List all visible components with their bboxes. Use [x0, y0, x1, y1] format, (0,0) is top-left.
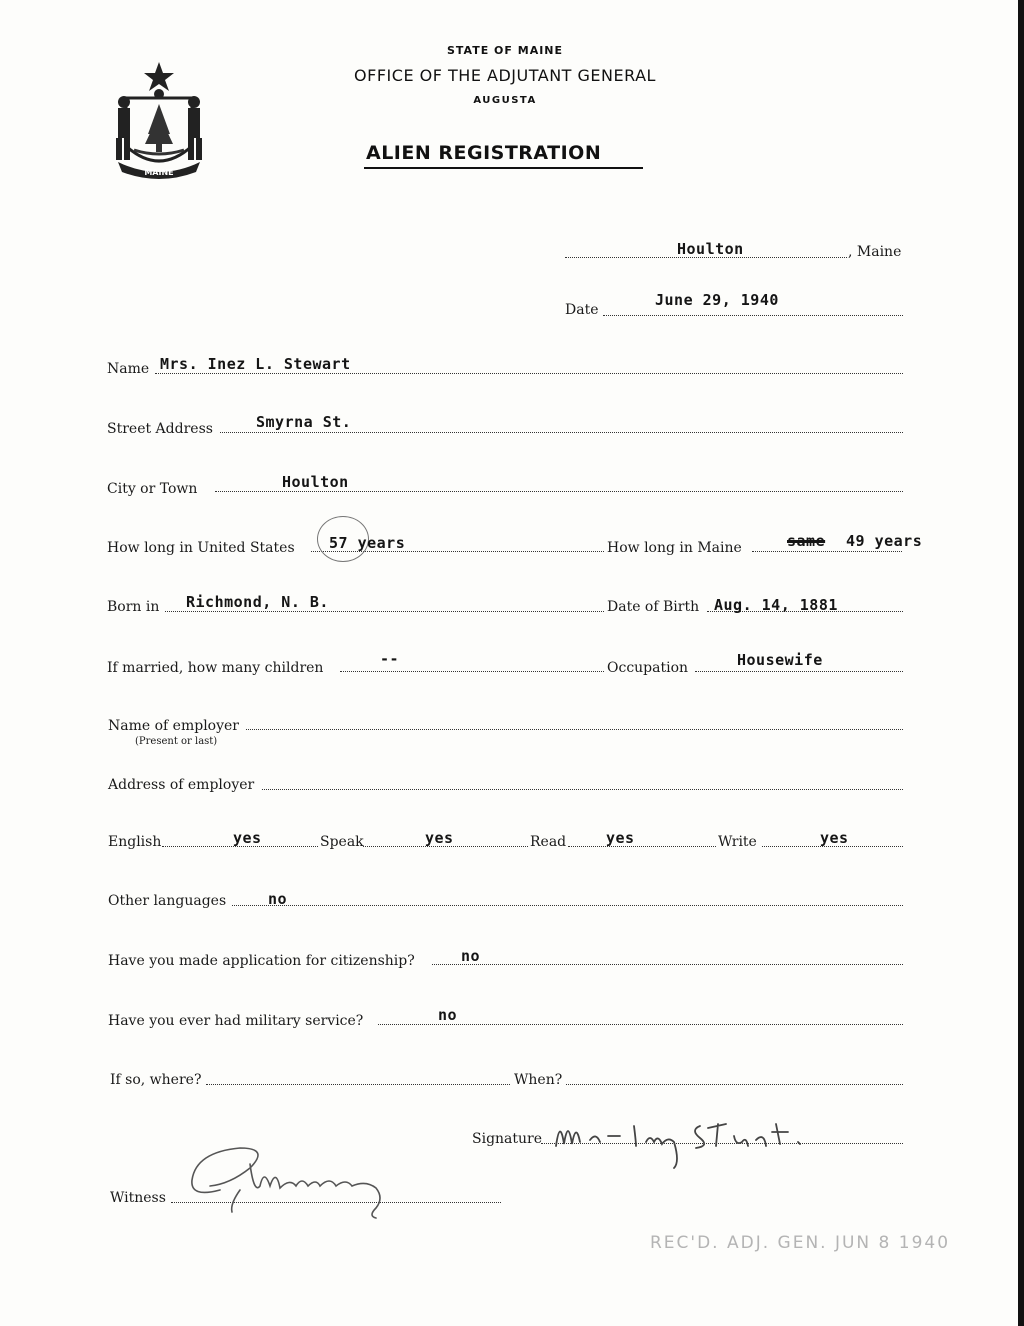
street-line [220, 432, 903, 433]
place-value: Houlton [677, 240, 744, 258]
header-city: AUGUSTA [473, 95, 537, 106]
svg-text:MAINE: MAINE [144, 168, 174, 177]
english-label: English [108, 834, 162, 850]
date-value: June 29, 1940 [655, 291, 779, 309]
children-value: -- [380, 650, 400, 668]
born-label: Born in [107, 599, 160, 615]
speak-label: Speak [320, 834, 364, 850]
citizenship-line [432, 964, 903, 965]
born-value: Richmond, N. B. [186, 593, 329, 611]
title-underline [364, 167, 643, 169]
maine-years-value: 49 years [846, 532, 923, 550]
when-label: When? [514, 1072, 563, 1088]
signature-handwriting [550, 1106, 840, 1172]
occupation-label: Occupation [607, 660, 689, 676]
employer-address-label: Address of employer [108, 777, 255, 793]
witness-signature-handwriting [180, 1138, 400, 1222]
name-line [155, 373, 903, 374]
maine-years-struck: same [787, 532, 826, 550]
signature-label: Signature [472, 1131, 543, 1147]
employer-label: Name of employer [108, 718, 239, 734]
read-line [568, 846, 716, 847]
citizenship-label: Have you made application for citizenship? [108, 953, 415, 969]
us-years-value: 57 years [329, 534, 406, 552]
write-value: yes [820, 829, 849, 847]
military-label: Have you ever had military service? [108, 1013, 364, 1029]
employer-sublabel: (Present or last) [135, 736, 218, 747]
city-value: Houlton [282, 473, 349, 491]
street-value: Smyrna St. [256, 413, 352, 431]
read-label: Read [530, 834, 567, 850]
where-label: If so, where? [110, 1072, 202, 1088]
header-state: STATE OF MAINE [446, 44, 564, 57]
form-title: ALIEN REGISTRATION [366, 142, 602, 164]
military-value: no [438, 1006, 458, 1024]
military-line [378, 1024, 903, 1025]
employer-line [246, 729, 903, 730]
header-office: OFFICE OF THE ADJUTANT GENERAL [354, 66, 656, 85]
occupation-value: Housewife [737, 651, 823, 669]
born-line [165, 611, 604, 612]
other-languages-label: Other languages [108, 893, 227, 909]
citizenship-value: no [461, 947, 481, 965]
other-languages-line [232, 905, 903, 906]
place-suffix: , Maine [848, 244, 902, 260]
maine-years-line [752, 551, 902, 552]
when-line [566, 1084, 903, 1085]
name-value: Mrs. Inez L. Stewart [160, 355, 351, 373]
where-line [206, 1084, 510, 1085]
dob-value: Aug. 14, 1881 [714, 596, 838, 614]
date-line [603, 315, 903, 316]
state-seal-icon [108, 58, 210, 180]
children-line [340, 671, 604, 672]
received-stamp: REC'D. ADJ. GEN. JUN 8 1940 [650, 1233, 951, 1253]
scan-edge [1018, 0, 1024, 1326]
maine-years-label: How long in Maine [607, 540, 742, 556]
dob-label: Date of Birth [607, 599, 700, 615]
name-label: Name [107, 361, 150, 377]
children-label: If married, how many children [107, 660, 324, 676]
street-label: Street Address [107, 421, 213, 437]
other-languages-value: no [268, 890, 288, 908]
city-line [215, 491, 903, 492]
witness-label: Witness [110, 1190, 166, 1206]
read-value: yes [606, 829, 635, 847]
occupation-line [695, 671, 903, 672]
employer-address-line [262, 789, 903, 790]
city-label: City or Town [107, 481, 198, 497]
english-value: yes [233, 829, 262, 847]
speak-value: yes [425, 829, 454, 847]
write-label: Write [718, 834, 757, 850]
us-years-label: How long in United States [107, 540, 295, 556]
date-label: Date [565, 302, 599, 318]
